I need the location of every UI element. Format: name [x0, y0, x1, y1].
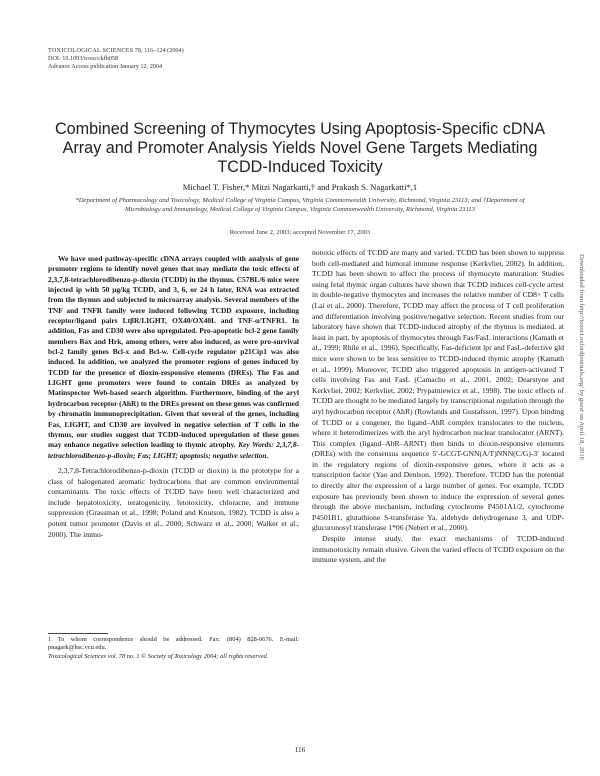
right-paragraph-1: notoxic effects of TCDD are many and varied. TCDD has been shown to suppress both cell-mediated and humoral immune response (Kerkvliet, 2002). In addition, TCDD has been shown to affect the process of thymocyte maturation. Studies using fetal thymic organ cultures have shown that TCDD induces cell-cycle arrest in double-negative thymocytes and increases the relative number of CD8+ T cells (Lai et al., 2000). Therefore, TCDD may affect the process of T cell proliferation and differentiation involving positive/negative selection. Recent studies from our laboratory have shown that TCDD-induced atrophy of the thymus is mediated, at least in part, by apoptosis of thymocytes through Fas/FasL interactions (Kamath et al., 1999; Rhile et al., 1996). Specifically, Fas-deficient lpr and FasL-defective gld mice were shown to be less sensitive to TCDD-induced thymic atrophy (Kamath et al., 1999). Moreover, TCDD also triggered apoptosis in antigen-activated T cells involving Fas and FasL (Camacho et al., 2001, 2002; Dearstyne and Kerkvliet, 2002; Kerkvliet, 2002; Prypatniewicz et al., 1998). The toxic effects of TCDD are thought to be mediated largely by transcriptional regulation through the aryl hydrocarbon receptor (AhR) (Rowlands and Gustafsson, 1997). Upon binding of TCDD or a congener, the ligand–AhR complex translocates to the nucleus, where it heterodimerizes with the aryl hydrocarbon nuclear translocator (ARNT). This complex (ligand–AhR–ARNT) then binds to dioxin-responsive elements (DREs) with the consensus sequence 5′-GCGT-GNN(A/T)NNN(C/G)-3′ located in the regulatory regions of dioxin-responsive genes, where it acts as a transcription factor (Yao and Denison, 1992). Therefore, TCDD has the potential to directly alter the expression of a large number of genes. For example, TCDD exposure has previously been shown to induce the expression of several genes through the above mechanism, including cytochrome P4501A1/2, cytochrome P4501B1, glutathione S-transferase Ya, aldehyde dehydrogenase 3, and UDP-glucuronosyl transferase 1*06 (Nebert et al., 2000).	[312, 248, 564, 533]
page-number: 116	[294, 746, 306, 754]
right-paragraph-2: Despite intense study, the exact mechanisms of TCDD-induced immunotoxicity remain elusive. Given the varied effects of TCDD exposure on the immune system, and the	[312, 534, 564, 565]
abstract-text: We have used pathway-specific cDNA arrays coupled with analysis of gene promoter regions to identify novel genes that may mediate the toxic effects of 2,3,7,8-tetrachlorodibenzo-p-dioxin (TCDD) in the thymus. C57BL/6 mice were injected ip with 50 µg/kg TCDD, and 3, 6, or 24 h later, RNA was extracted from the thymus and subjected to microarray analysis. Several members of the TNF and TNFR family were induced following TCDD exposure, including receptor/ligand pairs LtβR/LIGHT, OX40/OX40L and TNF-α/TNFR1. In addition, Fas and CD30 were also upregulated. Pro-apoptotic bcl-2 gene family members Bax and Hrk, among others, were also induced, as were pro-survival bcl-2 family genes Bcl-x and Bcl-w. Cell-cycle regulator p21Cip1 was also induced. In addition, we analyzed the promoter regions of genes induced by TCDD for the presence of dioxin-responsive elements (DREs). The Fas and LIGHT gene promoters were found to contain DREs as analyzed by Matinspector Web-based search algorithm. Furthermore, binding of the aryl hydrocarbon receptor (AhR) to the DREs present on these genes was confirmed by chromatin immunoprecipitation. Given that several of the genes, including Fas, LIGHT, and CD30 are involved in negative selection of T cells in the thymus, our studies suggest that TCDD-induced upregulation of these genes may enhance negative selection leading to thymic atrophy.	[48, 254, 299, 450]
affiliations: *Department of Pharmacology and Toxicology, Medical College of Virginia Campus, Virginia Commonwealth University, Richmond, Virginia 23113; and †Department of Microbiology and Immunology, Medical College of Virginia Campus, Virginia Commonwealth University, Richmond, Virginia 23113	[75, 197, 525, 213]
download-notice[interactable]: Downloaded from http://toxsci.oxfordjournals.org/ by guest on April 18, 2016	[578, 254, 585, 460]
received-dates: Received June 2, 2003; accepted November 17, 2003	[229, 229, 371, 236]
correspondence-footnote: 1 To whom correspondence should be addressed. Fax: (804) 828-0676. E-mail: pnagark@hsc.vcu.edu.	[48, 636, 299, 652]
doi: DOI: 10.1093/toxsci/kfh058	[48, 55, 119, 63]
article-title: Combined Screening of Thymocytes Using Apoptosis-Specific cDNA Array and Promoter Analysis Yields Novel Gene Targets Mediating TCDD-Induced Toxicity	[54, 120, 546, 177]
download-sidebar	[576, 254, 588, 574]
keywords: Key Words: 2,3,7,8-tetrachlorodibenzo-p-dioxin; Fas; LIGHT; apoptosis; negative selection.	[48, 440, 300, 460]
copyright-footnote: Toxicological Sciences vol. 78 no. 1 © Society of Toxicology 2004; all rights reserved.	[48, 652, 269, 660]
advance-access: Advance Access publication January 12, 2004	[48, 63, 163, 71]
volume-pages: 78, 116–124 (2004)	[134, 47, 184, 54]
authors: Michael T. Fisher,* Mitzi Nagarkatti,† and Prakash S. Nagarkatti*,1	[182, 182, 418, 192]
abstract	[48, 254, 299, 461]
right-column	[312, 248, 564, 566]
journal-header	[48, 47, 184, 72]
intro-paragraph: 2,3,7,8-Tetrachlorodibenzo-p-dioxin (TCDD or dioxin) is the prototype for a class of halogenated aromatic hydrocarbons that are common environmental contaminants. The toxic effects of TCDD have been well characterized and include hepatotoxicity, teratogenicity, fetotoxicity, chloracne, and immune suppression (Grassman et al., 1998; Poland and Knutson, 1982). TCDD is also a potent tumor promoter (Davis et al., 2000; Schwarz et al., 2000; Walker et al., 2000). The immu-	[48, 466, 299, 539]
journal-name: TOXICOLOGICAL SCIENCES	[48, 47, 134, 54]
footnote-rule	[48, 633, 108, 634]
footnotes	[48, 636, 299, 661]
